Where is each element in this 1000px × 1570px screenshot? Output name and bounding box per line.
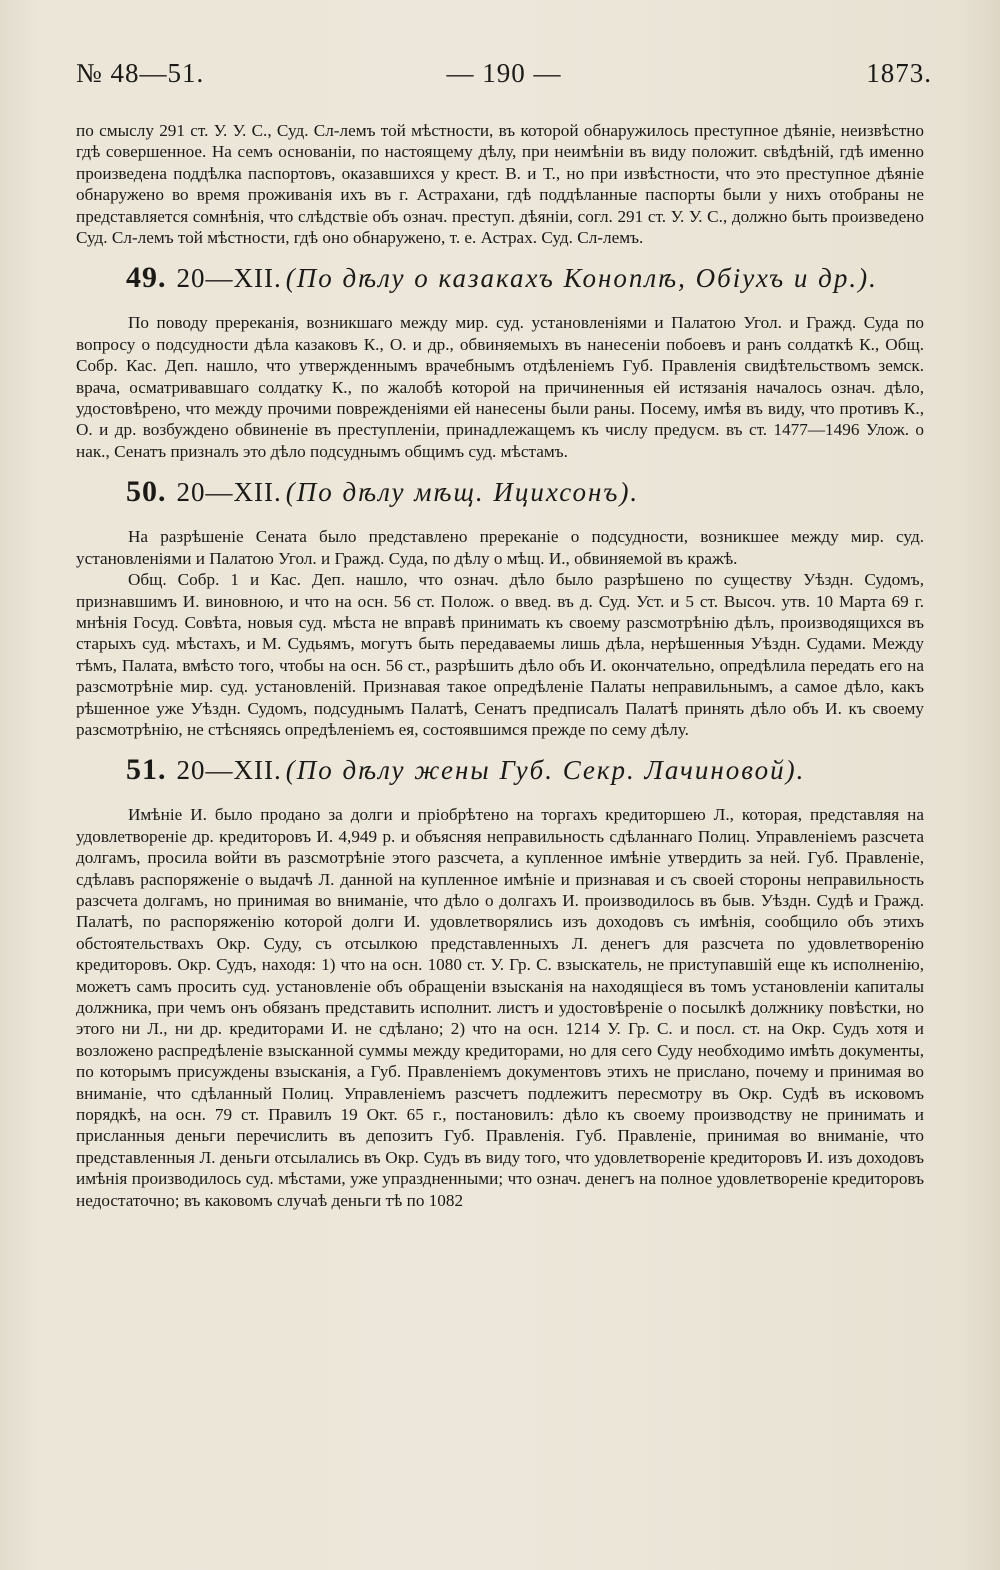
section-date: 20—XII. (176, 263, 282, 294)
section-date: 20—XII. (176, 755, 282, 786)
page-content (76, 120, 924, 1211)
section-paragraph: Имѣніе И. было продано за долги и пріобрѣтено на торгахъ кредиторшею Л., которая, представляя на удовлетвореніе др. кредиторовъ И. 4,949 р. и объясняя неправильность сдѣланнаго Полиц. Управленіемъ разсчета долгамъ, просила войти въ разсмотрѣніе этого разсчета, а купленное имѣніе утвердить за ней. Губ. Правленіе, сдѣлавъ распоряженіе о выдачѣ Л. данной на купленное имѣніе и признавая и съ своей стороны неправильность разсчета долгамъ, но принимая во вниманіе, что дѣло о долгахъ И. производилось въ быв. Уѣздн. Судѣ и Гражд. Палатѣ, по распоряженію которой долги И. удовлетворялись изъ доходовъ съ имѣнія, сообщило объ этихъ обстоятельствахъ Окр. Суду, съ отсылкою представленныхъ Л. денегъ для разсчета по удовлетворенію кредиторовъ. Окр. Судъ, находя: 1) что на осн. 1080 ст. У. Гр. С. взыскатель, не приступавшій еще къ исполненію, можетъ самъ просить суд. установленіе объ обращеніи взысканія на находящіеся въ томъ установленіи капиталы должника, при чемъ онъ обязанъ представить исполнит. листъ и удостовѣреніе о посылкѣ должнику повѣстки, но этого ни Л., ни др. кредиторами И. не сдѣлано; 2) что на осн. 1214 У. Гр. С. и посл. ст. на Окр. Судъ хотя и возложено распредѣленіе взысканной суммы между кредиторами, но для сего Суду необходимо имѣть документы, по которымъ присуждены взысканія, а Губ. Правленіемъ документовъ этихъ не прислано, почему и принимая во вниманіе, что сдѣланный Полиц. Управленіемъ разсчетъ подлежитъ пересмотру въ Окр. Судѣ въ исковомъ порядкѣ, на осн. 79 ст. Правилъ 19 Окт. 65 г., постановилъ: дѣло къ своему производству не принимать и присланныя деньги перечислить въ депозитъ Губ. Правленія. Губ. Правленіе, принимая во вниманіе, что представленныя Л. деньги отсылались въ Окр. Судъ въ виду того, что удовлетвореніе кредиторовъ И. изъ доходовъ имѣнія производилось суд. мѣстами, уже упраздненными; что означ. денегъ на полное удовлетвореніе кредиторовъ недостаточно; въ каковомъ случаѣ деньги тѣ по 1082 (76, 805, 924, 1210)
section-number: 51. (126, 753, 167, 787)
section-paragraph: На разрѣшеніе Сената было представлено пререканіе о подсудности, возникшее между мир. суд. установленіями и Палатою Угол. и Гражд. Суда, по дѣлу о мѣщ. И., обвиняемой въ кражѣ. (76, 527, 924, 568)
page-header (76, 58, 932, 98)
section-paragraph: Общ. Собр. 1 и Кас. Деп. нашло, что означ. дѣло было разрѣшено по существу Уѣздн. Судомъ, признавшимъ И. виновною, и что на осн. 56 ст. Полож. о введ. въ д. Суд. Уст. и 5 ст. Высоч. утв. 10 Марта 69 г. мнѣнія Госуд. Совѣта, новыя суд. мѣста не вправѣ принимать къ своему разсмотрѣнію дѣлъ, производящихся въ старыхъ суд. мѣстахъ, и М. Судьямъ, могутъ быть передаваемы лишь дѣла, нерѣшенныя Уѣздн. Судами. Между тѣмъ, Палата, вмѣсто того, чтобы на осн. 56 ст., разрѣшить дѣло объ И. окончательно, опредѣлила передать его на разсмотрѣніе мир. суд. установленій. Признавая такое опредѣленіе Палаты неправильнымъ, а самое дѣло, какъ рѣшенное уже Уѣздн. Судомъ, подсуднымъ Палатѣ, Сенатъ предписалъ Палатѣ принять дѣло объ И. къ своему разсмотрѣнію, не стѣсняясь опредѣленіемъ ея, состоявшимся прежде по сему дѣлу. (76, 570, 924, 739)
intro-paragraph: по смыслу 291 ст. У. У. С., Суд. Сл-лемъ той мѣстности, въ которой обнаружилось преступное дѣяніе, неизвѣстно гдѣ совершенное. На семъ основаніи, по настоящему дѣлу, при неимѣніи въ виду положит. свѣдѣній, гдѣ именно произведена поддѣлка паспортовъ, оказавшихся у крест. В. и Т., но при извѣстности, что это преступное дѣяніе обнаружено во время проживанія ихъ въ г. Астрахани, гдѣ поддѣланные паспорты были у нихъ отобраны не представляется сомнѣнія, что слѣдствіе объ означ. преступ. дѣяніи, согл. 291 ст. У. У. С., должно быть произведено Суд. Сл-лемъ той мѣстности, гдѣ оно обнаружено, т. е. Астрах. Суд. Сл-лемъ. (76, 121, 924, 248)
section-heading-51 (126, 754, 924, 786)
section-number: 50. (126, 475, 167, 509)
page-number: — 190 — (446, 58, 562, 88)
section-title: (По дѣлу жены Губ. Секр. Лачиновой). (285, 755, 806, 786)
section-title: (По дѣлу о казакахъ Коноплѣ, Обіухъ и др.). (285, 263, 878, 294)
section-date: 20—XII. (176, 477, 282, 508)
issue-numbers: № 48—51. (76, 58, 205, 88)
section-number: 49. (126, 261, 167, 295)
section-heading-49 (126, 262, 924, 294)
section-heading-50 (126, 476, 924, 508)
section-paragraph: По поводу пререканія, возникшаго между мир. суд. установленіями и Палатою Угол. и Гражд. Суда по вопросу о подсудности дѣла казаковъ К., О. и др., обвиняемыхъ въ нанесеніи побоевъ и ранъ солдаткѣ К., Общ. Собр. Кас. Деп. нашло, что утвержденнымъ врачебнымъ отдѣленіемъ Губ. Правленія свидѣтельствомъ земск. врача, осматривавшаго солдатку К., по жалобѣ которой на причиненныя ей истязанія началось означ. дѣло, удостовѣрено, что между прочими повреждeніями ей нанесены были раны. Посему, имѣя въ виду, что противъ К., О. и др. возбуждено обвиненіе въ преступленіи, принадлежащемъ къ числу предусм. въ ст. 1477—1496 Улож. о нак., Сенатъ призналъ это дѣло подсуднымъ общимъ суд. мѣстамъ. (76, 313, 924, 461)
section-title: (По дѣлу мѣщ. Ицихсонъ). (285, 477, 640, 508)
year: 1873. (866, 58, 932, 88)
